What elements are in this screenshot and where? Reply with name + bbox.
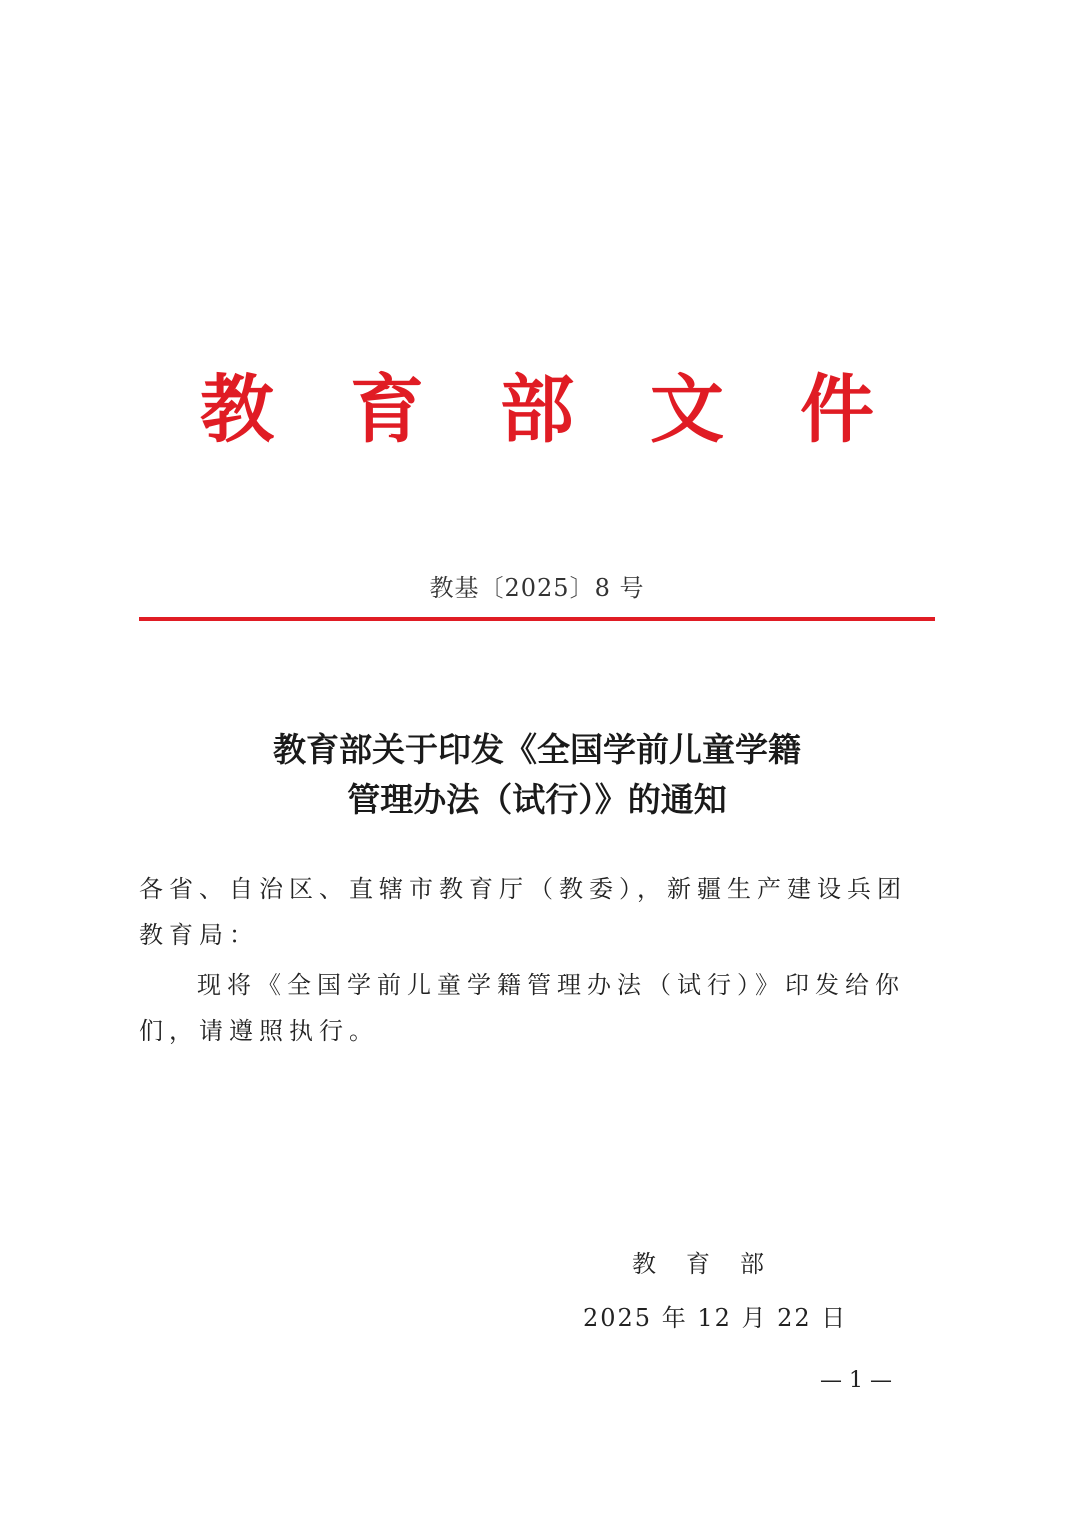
issuer-signature: 教育部: [632, 1250, 794, 1278]
title-line-2: 管理办法（试行）》的通知: [347, 780, 727, 819]
masthead-char: 件: [800, 367, 874, 453]
issue-date: 2025 年 12 月 22 日: [583, 1304, 848, 1332]
title-line-1: 教育部关于印发《全国学前儿童学籍: [273, 730, 801, 769]
masthead-title: [0, 365, 1074, 455]
masthead-char: 部: [500, 367, 574, 453]
body-paragraph: 现将《全国学前儿童学籍管理办法（试行）》印发给你们，请遵照执行。: [139, 971, 905, 1045]
red-divider-line: [139, 617, 935, 621]
addressee: 各省、自治区、直辖市教育厅（教委），新疆生产建设兵团教育局：: [139, 875, 907, 949]
masthead-char: 教: [200, 367, 274, 453]
masthead-char: 育: [350, 367, 424, 453]
document-number: 教基〔2025〕8 号: [429, 574, 645, 602]
page-number: — 1 —: [820, 1368, 892, 1393]
document-title: [0, 725, 1074, 825]
masthead-char: 文: [650, 367, 724, 453]
